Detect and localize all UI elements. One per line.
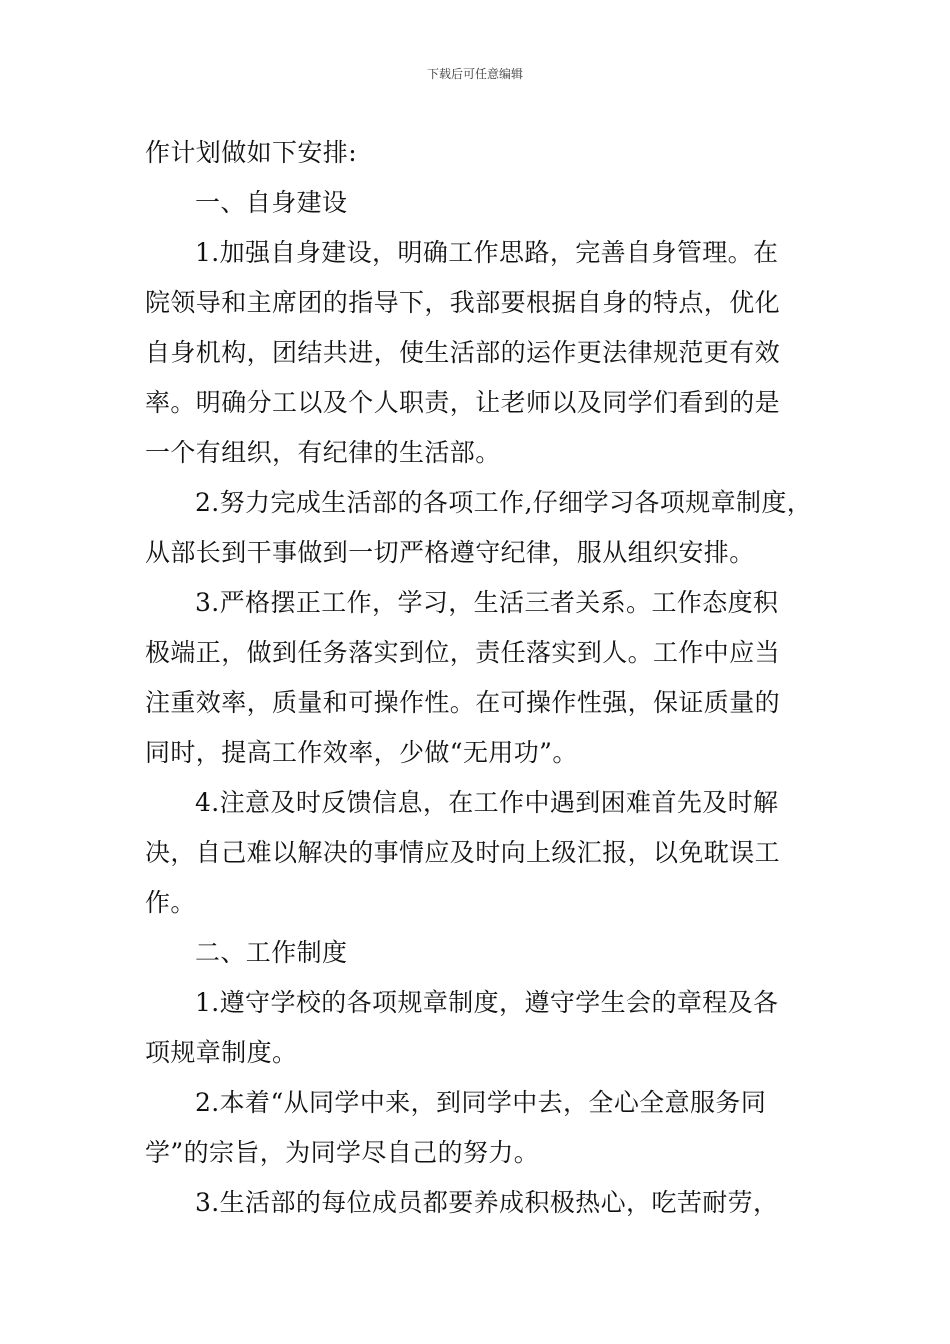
text-line: 3.生活部的每位成员都要养成积极热心，吃苦耐劳， (195, 1188, 779, 1217)
document-body (145, 128, 813, 1228)
text-line: 1.遵守学校的各项规章制度，遵守学生会的章程及各 (195, 988, 779, 1017)
text-line: 同时，提高工作效率，少做“无用功”。 (145, 738, 578, 767)
section-heading: 一、自身建设 (195, 188, 348, 217)
text-line: 3.严格摆正工作，学习，生活三者关系。工作态度积 (195, 588, 779, 617)
text-line: 2.本着“从同学中来，到同学中去，全心全意服务同 (195, 1088, 767, 1117)
section-heading: 二、工作制度 (195, 938, 348, 967)
text-line: 作计划做如下安排: (145, 138, 358, 167)
text-line: 项规章制度。 (145, 1038, 298, 1067)
text-line: 一个有组织，有纪律的生活部。 (145, 438, 501, 467)
text-line: 率。明确分工以及个人职责，让老师以及同学们看到的是 (145, 388, 781, 417)
text-line: 4.注意及时反馈信息，在工作中遇到困难首先及时解 (195, 788, 779, 817)
text-line: 决，自己难以解决的事情应及时向上级汇报，以免耽误工 (145, 838, 781, 867)
text-line: 极端正，做到任务落实到位，责任落实到人。工作中应当 (145, 638, 781, 667)
text-line: 1.加强自身建设，明确工作思路，完善自身管理。在 (195, 238, 779, 267)
text-line: 学”的宗旨，为同学尽自己的努力。 (145, 1138, 540, 1167)
text-line: 院领导和主席团的指导下，我部要根据自身的特点，优化 (145, 288, 781, 317)
text-line: 作。 (145, 888, 196, 917)
text-line: 2.努力完成生活部的各项工作,仔细学习各项规章制度， (195, 488, 813, 517)
text-line: 从部长到干事做到一切严格遵守纪律，服从组织安排。 (145, 538, 755, 567)
text-line: 自身机构，团结共进，使生活部的运作更法律规范更有效 (145, 338, 781, 367)
text-line: 注重效率，质量和可操作性。在可操作性强，保证质量的 (145, 688, 781, 717)
page-header: 下载后可任意编辑 (426, 67, 523, 81)
